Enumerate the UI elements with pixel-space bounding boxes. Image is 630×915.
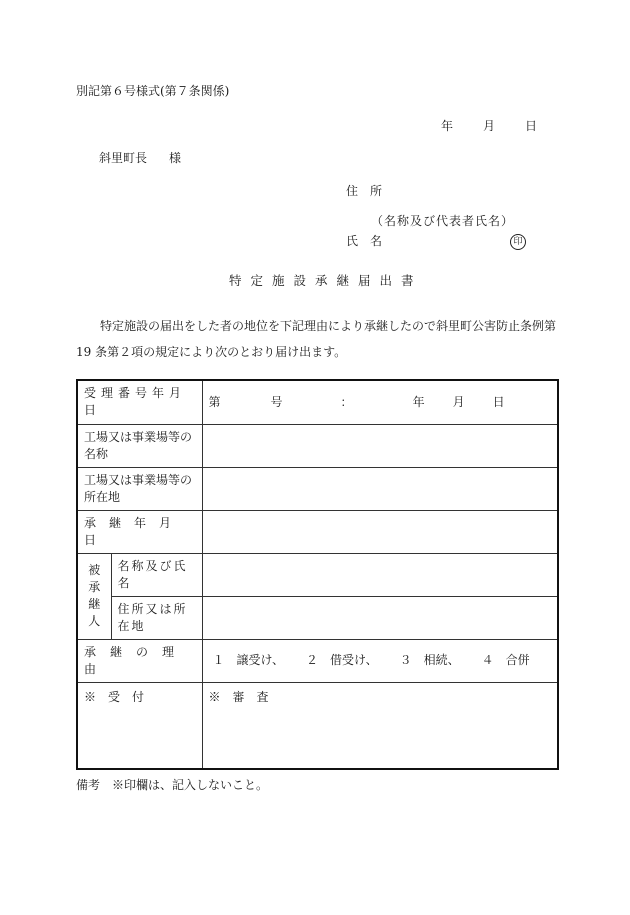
body-text-line-1: 特定施設の届出をした者の地位を下記理由により承継したので斜里町公害防止条例第 (100, 319, 557, 333)
application-table (76, 379, 559, 770)
succession-date-field[interactable] (202, 510, 558, 553)
remarks-text: ※印欄は、記入しないこと。 (112, 778, 269, 792)
predecessor-group-label (77, 553, 111, 639)
receipt-day: 日 (492, 394, 505, 409)
factory-name-label: 工場又は事業場等の名称 (77, 424, 202, 467)
applicant-name-note: （名称及び代表者氏名） (371, 214, 515, 228)
date-line (441, 118, 537, 134)
succession-date-label: 承継年月日 (77, 510, 202, 553)
addressee-honorific: 様 (169, 151, 182, 165)
factory-location-field[interactable] (202, 467, 558, 510)
reason-label: 承継の理由 (77, 639, 202, 682)
reason-option-merger[interactable]: ４ 合併 (481, 653, 530, 667)
receipt-label: 受理番号年月日 (77, 380, 202, 424)
predecessor-name-label: 名称及び氏名 (111, 553, 202, 596)
reason-option-inheritance[interactable]: ３ 相続、 (399, 653, 460, 667)
row-receipt (77, 380, 558, 424)
reason-option-transfer[interactable]: １ 譲受け、 (212, 653, 285, 667)
row-succession-date (77, 510, 558, 553)
predecessor-name-field[interactable] (202, 553, 558, 596)
receipt-year: 年 (412, 394, 425, 409)
remarks-label: 備考 (76, 778, 101, 792)
row-reason (77, 639, 558, 682)
form-number: 別記第６号様式(第７条関係) (76, 84, 230, 98)
applicant-name-label: 氏 名 (346, 234, 383, 248)
predecessor-address-label: 住所又は所在地 (111, 596, 202, 639)
reason-option-lease[interactable]: ２ 借受け、 (306, 653, 378, 667)
reception-label: ※ 受 付 (77, 682, 202, 769)
receipt-colon: ： (340, 394, 353, 409)
addressee (99, 150, 181, 166)
document-title: 特定施設承継届出書 (229, 273, 423, 288)
row-predecessor-address (77, 596, 558, 639)
remarks (76, 777, 268, 793)
applicant-address-label: 住 所 (346, 184, 383, 198)
date-month: 月 (483, 119, 496, 133)
addressee-name: 斜里町長 (99, 151, 148, 165)
date-day: 日 (525, 119, 538, 133)
receipt-month: 月 (452, 394, 465, 409)
reason-options (202, 639, 558, 682)
predecessor-address-field[interactable] (202, 596, 558, 639)
date-year: 年 (441, 119, 454, 133)
predecessor-group-text: 被承継人 (88, 563, 101, 628)
factory-name-field[interactable] (202, 424, 558, 467)
row-office-use (77, 682, 558, 769)
body-text-line-2: 19 条第２項の規定により次のとおり届け出ます。 (76, 345, 347, 359)
factory-location-label: 工場又は事業場等の所在地 (77, 467, 202, 510)
row-factory-name (77, 424, 558, 467)
receipt-field[interactable] (202, 380, 558, 424)
seal-icon: 印 (510, 234, 526, 250)
seal-mark (510, 232, 526, 250)
row-factory-location (77, 467, 558, 510)
review-label: ※ 審 査 (202, 682, 558, 769)
row-predecessor-name (77, 553, 558, 596)
receipt-dai: 第 (208, 394, 221, 409)
receipt-go: 号 (270, 394, 283, 409)
